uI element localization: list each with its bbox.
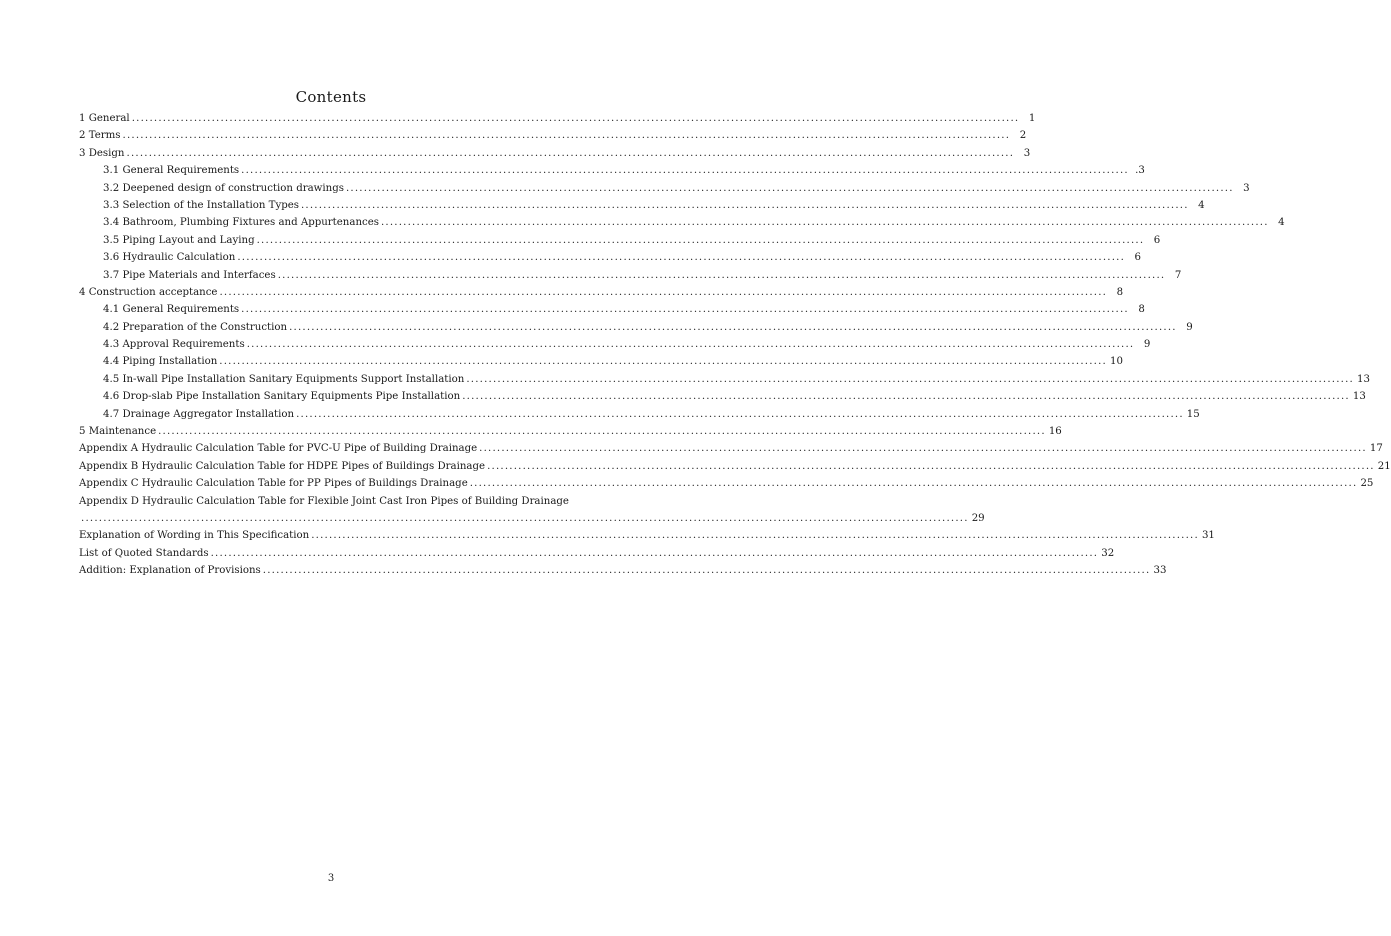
toc-entry-page: 31 bbox=[1201, 530, 1215, 542]
toc-entry bbox=[79, 356, 1123, 373]
toc-entry-label: 3.7 Pipe Materials and Interfaces bbox=[103, 269, 276, 281]
toc-entry-page: 1 bbox=[1028, 113, 1036, 124]
toc-entry-label: 3.6 Hydraulic Calculation bbox=[103, 252, 236, 264]
toc-entry-leader: ........................................................................................................................................................................................................ bbox=[246, 339, 1135, 351]
page-number: 3 bbox=[327, 873, 335, 884]
toc-entry-leader: ........................................................................................................................................................................................................ bbox=[462, 391, 1350, 403]
toc-entry-leader: ........................................................................................................................................................................................................ bbox=[219, 286, 1108, 298]
toc-entry-label: List of Quoted Standards bbox=[79, 547, 209, 559]
toc-entry bbox=[79, 113, 1036, 130]
toc-entry-page: .3 bbox=[1135, 165, 1145, 177]
toc-entry-leader: ........................................................................................................................................................................................................ bbox=[219, 356, 1107, 368]
toc-entry-leader: ........................................................................................................................................................................................................ bbox=[311, 530, 1199, 542]
toc-entry bbox=[79, 147, 1031, 165]
toc-entry-leader: ........................................................................................................................................................................................................ bbox=[81, 512, 969, 524]
toc-entry-label: 4.7 Drainage Aggregator Installation bbox=[103, 408, 295, 420]
toc-entry-page: 33 bbox=[1153, 565, 1167, 577]
toc-entry bbox=[79, 565, 1167, 582]
toc-entry-page: 17 bbox=[1369, 443, 1383, 455]
toc-entry bbox=[79, 391, 1366, 408]
toc-entry-page: 29 bbox=[971, 512, 985, 524]
toc-entry bbox=[79, 252, 1142, 269]
toc-entry-page: 8 bbox=[1138, 304, 1145, 316]
toc-entry-label: 4.4 Piping Installation bbox=[103, 356, 218, 368]
toc-entry-leader: ........................................................................................................................................................................................................ bbox=[296, 408, 1184, 420]
toc-entry bbox=[79, 408, 1200, 426]
toc-entry-leader: ........................................................................................................................................................................................................ bbox=[256, 234, 1145, 246]
toc-entry bbox=[79, 269, 1182, 287]
toc-entry bbox=[79, 217, 1285, 234]
toc-entry bbox=[79, 373, 1370, 391]
toc-entry-label: 4.1 General Requirements bbox=[103, 304, 240, 316]
toc-entry-label: 4.3 Approval Requirements bbox=[103, 339, 245, 351]
toc-entry-leader: ........................................................................................................................................................................................................ bbox=[345, 182, 1234, 194]
toc-entry-page: 2 bbox=[1019, 130, 1027, 142]
toc-entry-page: 7 bbox=[1174, 269, 1182, 281]
toc-entry-page: 4 bbox=[1278, 217, 1285, 229]
toc-entry-page: 6 bbox=[1153, 234, 1161, 246]
toc-entry-label: 3.2 Deepened design of construction drawings bbox=[103, 182, 344, 194]
toc-entry-leader: ........................................................................................................................................................................................................ bbox=[479, 443, 1367, 455]
toc-entry-label: 5 Maintenance bbox=[79, 426, 157, 438]
toc-entry-leader: ........................................................................................................................................................................................................ bbox=[122, 130, 1011, 142]
toc-entry bbox=[79, 443, 1383, 460]
toc-entry-leader: ........................................................................................................................................................................................................ bbox=[487, 460, 1375, 472]
toc-entry-label: Appendix B Hydraulic Calculation Table for HDPE Pipes of Buildings Drainage bbox=[79, 460, 486, 472]
toc-entry-leader: ........................................................................................................................................................................................................ bbox=[466, 373, 1354, 385]
toc-entry-page: 21 bbox=[1377, 460, 1391, 472]
toc-entry-page: 32 bbox=[1101, 547, 1115, 559]
toc-entry bbox=[79, 512, 985, 530]
toc-entry-page: 15 bbox=[1186, 408, 1200, 420]
toc-entry bbox=[79, 321, 1193, 339]
toc-entry-page: 8 bbox=[1116, 286, 1124, 298]
page-title: Contents bbox=[295, 88, 367, 106]
toc-entry bbox=[79, 130, 1027, 147]
toc-entry-page: 9 bbox=[1186, 321, 1193, 333]
toc-entry-leader: ........................................................................................................................................................................................................ bbox=[241, 165, 1129, 177]
toc-entry-label: 3.4 Bathroom, Plumbing Fixtures and Appurtenances bbox=[103, 217, 379, 229]
toc-entry-leader: ........................................................................................................................................................................................................ bbox=[210, 547, 1099, 559]
table-of-contents bbox=[79, 113, 1391, 583]
toc-entry-leader: ........................................................................................................................................................................................................ bbox=[300, 199, 1189, 211]
toc-entry bbox=[79, 339, 1151, 356]
toc-entry bbox=[79, 182, 1250, 200]
toc-entry bbox=[79, 426, 1062, 443]
toc-entry-label: 4.6 Drop-slab Pipe Installation Sanitary Equipments Pipe Installation bbox=[103, 391, 461, 403]
toc-entry-page: 9 bbox=[1143, 339, 1151, 351]
toc-entry-label: 3.1 General Requirements bbox=[103, 165, 240, 177]
toc-entry-label: 4 Construction acceptance bbox=[79, 286, 218, 298]
toc-entry-leader: ........................................................................................................................................................................................................ bbox=[380, 217, 1269, 229]
toc-entry-label: 2 Terms bbox=[79, 130, 121, 142]
toc-entry-page: 4 bbox=[1198, 199, 1205, 211]
toc-entry-page: 10 bbox=[1109, 356, 1123, 368]
toc-entry-page: 25 bbox=[1360, 478, 1374, 490]
toc-entry-leader: ........................................................................................................................................................................................................ bbox=[158, 426, 1046, 438]
toc-entry-leader: ........................................................................................................................................................................................................ bbox=[469, 478, 1358, 490]
toc-entry bbox=[79, 530, 1215, 547]
toc-entry-label: Addition: Explanation of Provisions bbox=[79, 565, 261, 577]
toc-entry-label: 3.5 Piping Layout and Laying bbox=[103, 234, 255, 246]
toc-entry-label: Appendix C Hydraulic Calculation Table for PP Pipes of Buildings Drainage bbox=[79, 478, 468, 490]
toc-entry-page: 13 bbox=[1357, 373, 1370, 385]
toc-entry-page: 13 bbox=[1352, 391, 1366, 403]
toc-entry-page: 6 bbox=[1134, 252, 1142, 264]
toc-entry-page: 3 bbox=[1023, 147, 1031, 159]
toc-entry bbox=[79, 199, 1205, 217]
toc-entry-label: Explanation of Wording in This Specification bbox=[79, 530, 310, 542]
toc-entry-page: 16 bbox=[1048, 426, 1062, 438]
toc-entry bbox=[79, 496, 600, 513]
toc-entry-leader: ........................................................................................................................................................................................................ bbox=[262, 565, 1151, 577]
toc-entry-label: 4.2 Preparation of the Construction bbox=[103, 321, 288, 333]
toc-entry bbox=[79, 165, 1145, 182]
toc-entry-label: 4.5 In-wall Pipe Installation Sanitary Equipments Support Installation bbox=[103, 373, 465, 385]
toc-entry-leader: ........................................................................................................................................................................................................ bbox=[237, 252, 1126, 264]
toc-entry-label: Appendix A Hydraulic Calculation Table for PVC-U Pipe of Building Drainage bbox=[79, 443, 478, 455]
toc-entry bbox=[79, 304, 1145, 321]
toc-entry-leader: ........................................................................................................................................................................................................ bbox=[126, 147, 1015, 159]
toc-entry-label: 3.3 Selection of the Installation Types bbox=[103, 199, 299, 211]
toc-entry bbox=[79, 286, 1124, 304]
toc-entry-leader: ........................................................................................................................................................................................................ bbox=[277, 269, 1166, 281]
toc-entry bbox=[79, 547, 1115, 565]
toc-entry-page: 3 bbox=[1243, 182, 1250, 194]
toc-entry-label: 3 Design bbox=[79, 147, 125, 159]
toc-entry bbox=[79, 478, 1374, 495]
toc-entry bbox=[79, 234, 1161, 252]
toc-entry-leader: ........................................................................................................................................................................................................ bbox=[241, 304, 1129, 316]
toc-entry bbox=[79, 460, 1391, 478]
toc-entry-label: 1 General bbox=[79, 113, 130, 124]
toc-entry-leader: ........................................................................................................................................................................................................ bbox=[289, 321, 1177, 333]
toc-entry-label: Appendix D Hydraulic Calculation Table for Flexible Joint Cast Iron Pipes of Building Drainage bbox=[79, 495, 569, 507]
toc-entry-leader: ........................................................................................................................................................................................................ bbox=[131, 113, 1020, 124]
